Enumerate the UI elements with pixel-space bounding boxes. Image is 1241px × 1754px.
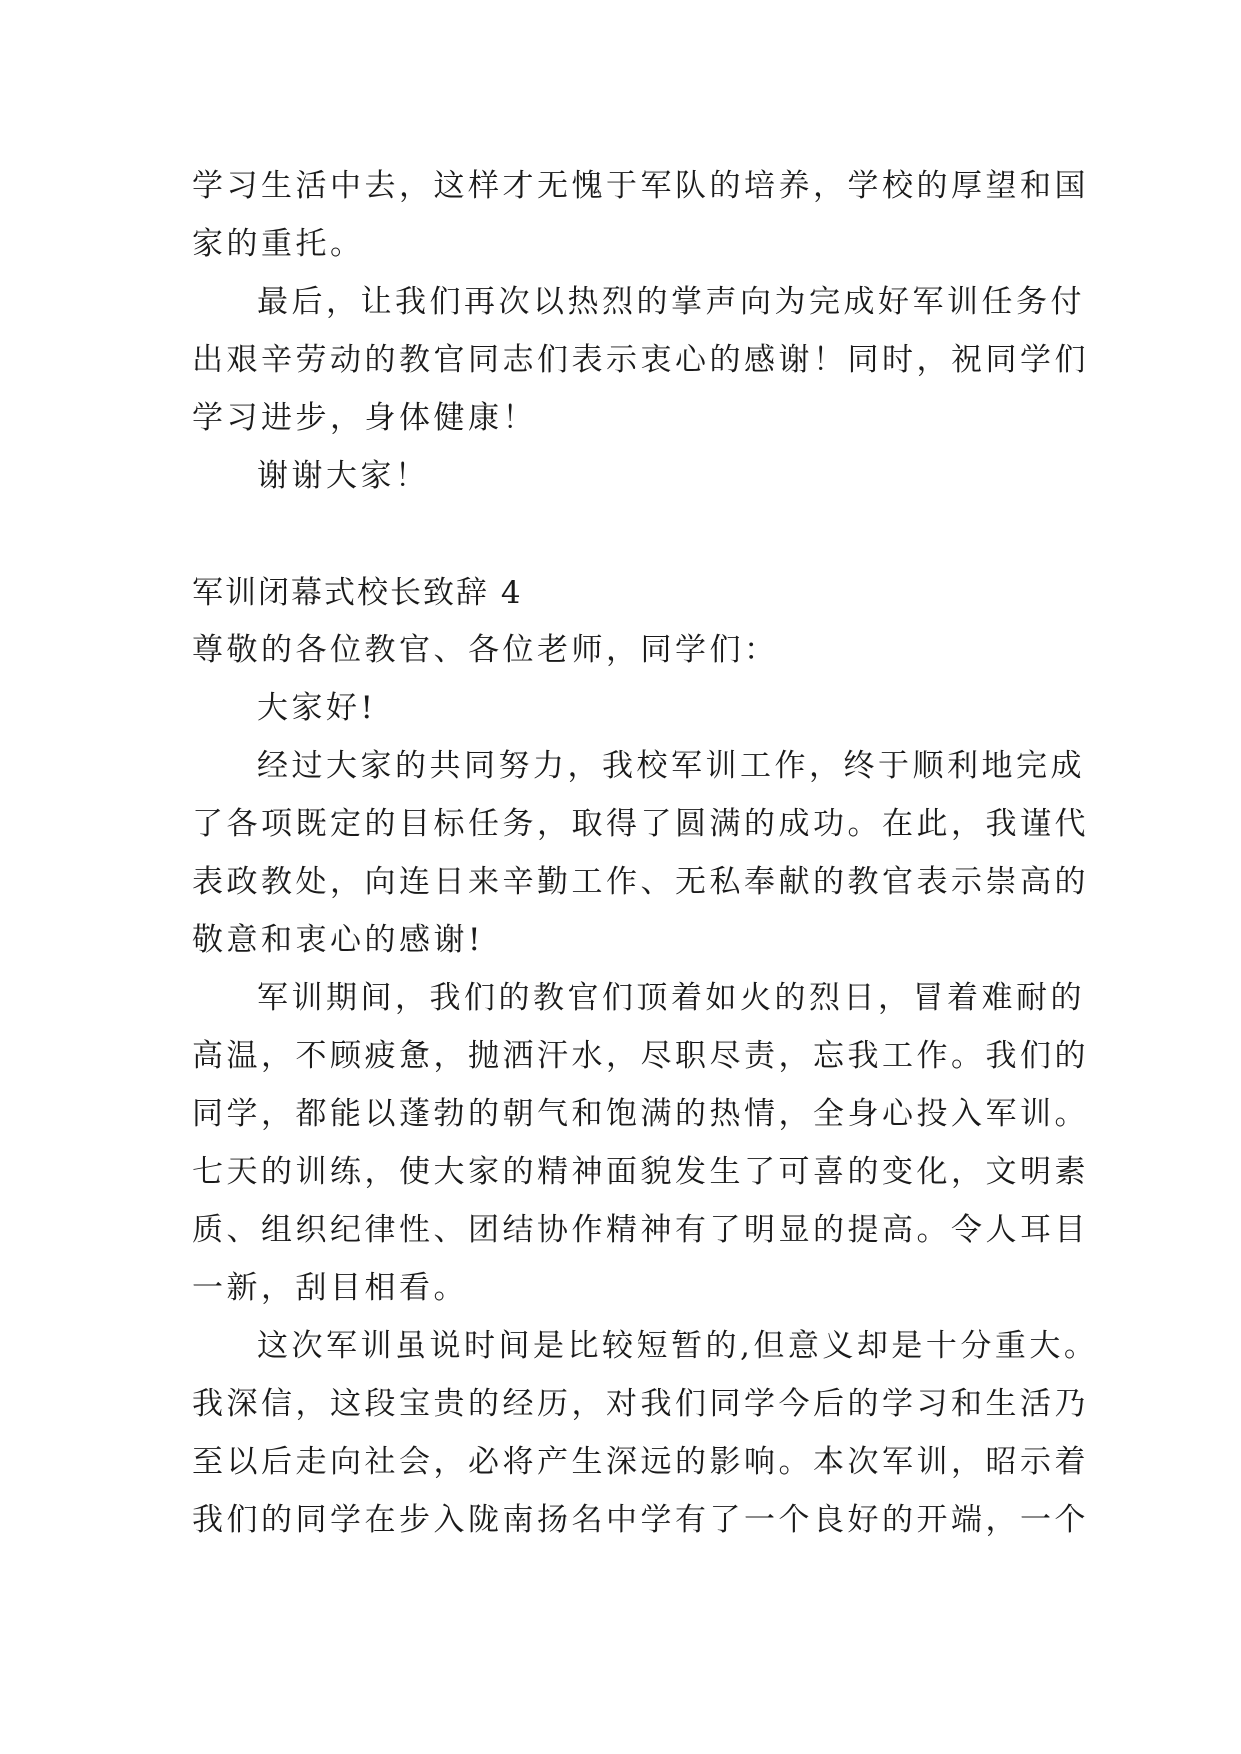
paragraph-line: 同学，都能以蓬勃的朝气和饱满的热情，全身心投入军训。 <box>192 1096 1089 1132</box>
paragraph-line: 出艰辛劳动的教官同志们表示衷心的感谢！同时，祝同学们 <box>192 342 1089 378</box>
paragraph-line: 至以后走向社会，必将产生深远的影响。本次军训，昭示着 <box>192 1444 1089 1480</box>
salutation: 尊敬的各位教官、各位老师，同学们： <box>192 632 779 668</box>
paragraph-line: 经过大家的共同努力，我校军训工作，终于顺利地完成 <box>257 748 1085 784</box>
paragraph-line: 高温，不顾疲惫，抛洒汗水，尽职尽责，忘我工作。我们的 <box>192 1038 1089 1074</box>
paragraph-line: 表政教处，向连日来辛勤工作、无私奉献的教官表示崇高的 <box>192 864 1089 900</box>
section-title: 军训闭幕式校长致辞 4 <box>192 575 523 611</box>
paragraph-line: 七天的训练，使大家的精神面貌发生了可喜的变化，文明素 <box>192 1154 1089 1190</box>
paragraph-line: 我们的同学在步入陇南扬名中学有了一个良好的开端，一个 <box>192 1502 1089 1538</box>
closing-line: 谢谢大家！ <box>257 458 430 494</box>
paragraph-line: 敬意和衷心的感谢! <box>192 922 484 958</box>
paragraph-line: 我深信，这段宝贵的经历，对我们同学今后的学习和生活乃 <box>192 1386 1089 1422</box>
paragraph-line: 学习进步，身体健康！ <box>192 400 537 436</box>
paragraph-line: 了各项既定的目标任务，取得了圆满的成功。在此，我谨代 <box>192 806 1089 842</box>
paragraph-line: 家的重托。 <box>192 226 365 262</box>
greeting: 大家好! <box>257 690 377 726</box>
paragraph-line: 质、组织纪律性、团结协作精神有了明显的提高。令人耳目 <box>192 1212 1089 1248</box>
paragraph-line: 一新，刮目相看。 <box>192 1270 468 1306</box>
paragraph-line: 最后，让我们再次以热烈的掌声向为完成好军训任务付 <box>257 284 1085 320</box>
paragraph-line: 学习生活中去，这样才无愧于军队的培养，学校的厚望和国 <box>192 168 1089 204</box>
paragraph-line: 军训期间，我们的教官们顶着如火的烈日，冒着难耐的 <box>257 980 1085 1016</box>
paragraph-line: 这次军训虽说时间是比较短暂的,但意义却是十分重大。 <box>257 1328 1099 1364</box>
